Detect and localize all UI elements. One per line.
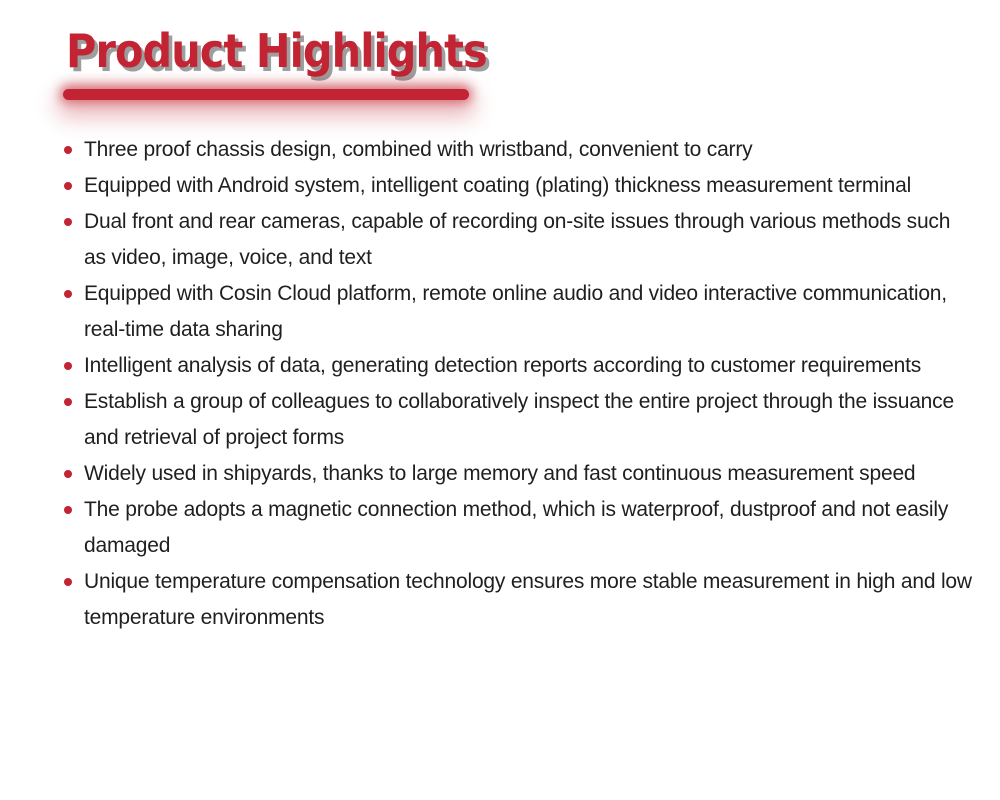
list-item bbox=[64, 168, 976, 204]
list-item-text: Widely used in shipyards, thanks to large memory and fast continuous measurement speed bbox=[84, 462, 916, 485]
list-item bbox=[64, 384, 976, 456]
list-item bbox=[64, 276, 976, 348]
list-item-text: Dual front and rear cameras, capable of recording on-site issues through various methods such as video, image, voice, and text bbox=[84, 210, 951, 269]
bullet-dot-icon bbox=[64, 506, 72, 514]
list-item bbox=[64, 348, 976, 384]
bullet-dot-icon bbox=[64, 290, 72, 298]
list-item bbox=[64, 492, 976, 564]
bullet-dot-icon bbox=[64, 182, 72, 190]
page-title: Product Highlights bbox=[66, 24, 487, 78]
list-item-text: Equipped with Android system, intelligent coating (plating) thickness measurement terminal bbox=[84, 174, 912, 197]
highlights-list bbox=[64, 132, 976, 636]
list-item-text: Three proof chassis design, combined with wristband, convenient to carry bbox=[84, 138, 753, 161]
list-item bbox=[64, 456, 976, 492]
list-item-text: Establish a group of colleagues to collaboratively inspect the entire project through the issuance and retrieval of project forms bbox=[84, 390, 954, 449]
list-item-text: The probe adopts a magnetic connection method, which is waterproof, dustproof and not easily damaged bbox=[84, 498, 949, 557]
bullet-dot-icon bbox=[64, 578, 72, 586]
list-item-text: Unique temperature compensation technology ensures more stable measurement in high and low temperature environments bbox=[84, 570, 972, 629]
bullet-dot-icon bbox=[64, 398, 72, 406]
list-item bbox=[64, 564, 976, 636]
bullet-dot-icon bbox=[64, 470, 72, 478]
bullet-dot-icon bbox=[64, 146, 72, 154]
bullet-dot-icon bbox=[64, 362, 72, 370]
bullet-dot-icon bbox=[64, 218, 72, 226]
list-item-text: Equipped with Cosin Cloud platform, remote online audio and video interactive communication, real-time data sharing bbox=[84, 282, 947, 341]
title-underline-bar bbox=[63, 89, 469, 100]
list-item bbox=[64, 204, 976, 276]
list-item-text: Intelligent analysis of data, generating detection reports according to customer requirements bbox=[84, 354, 922, 377]
list-item bbox=[64, 132, 976, 168]
